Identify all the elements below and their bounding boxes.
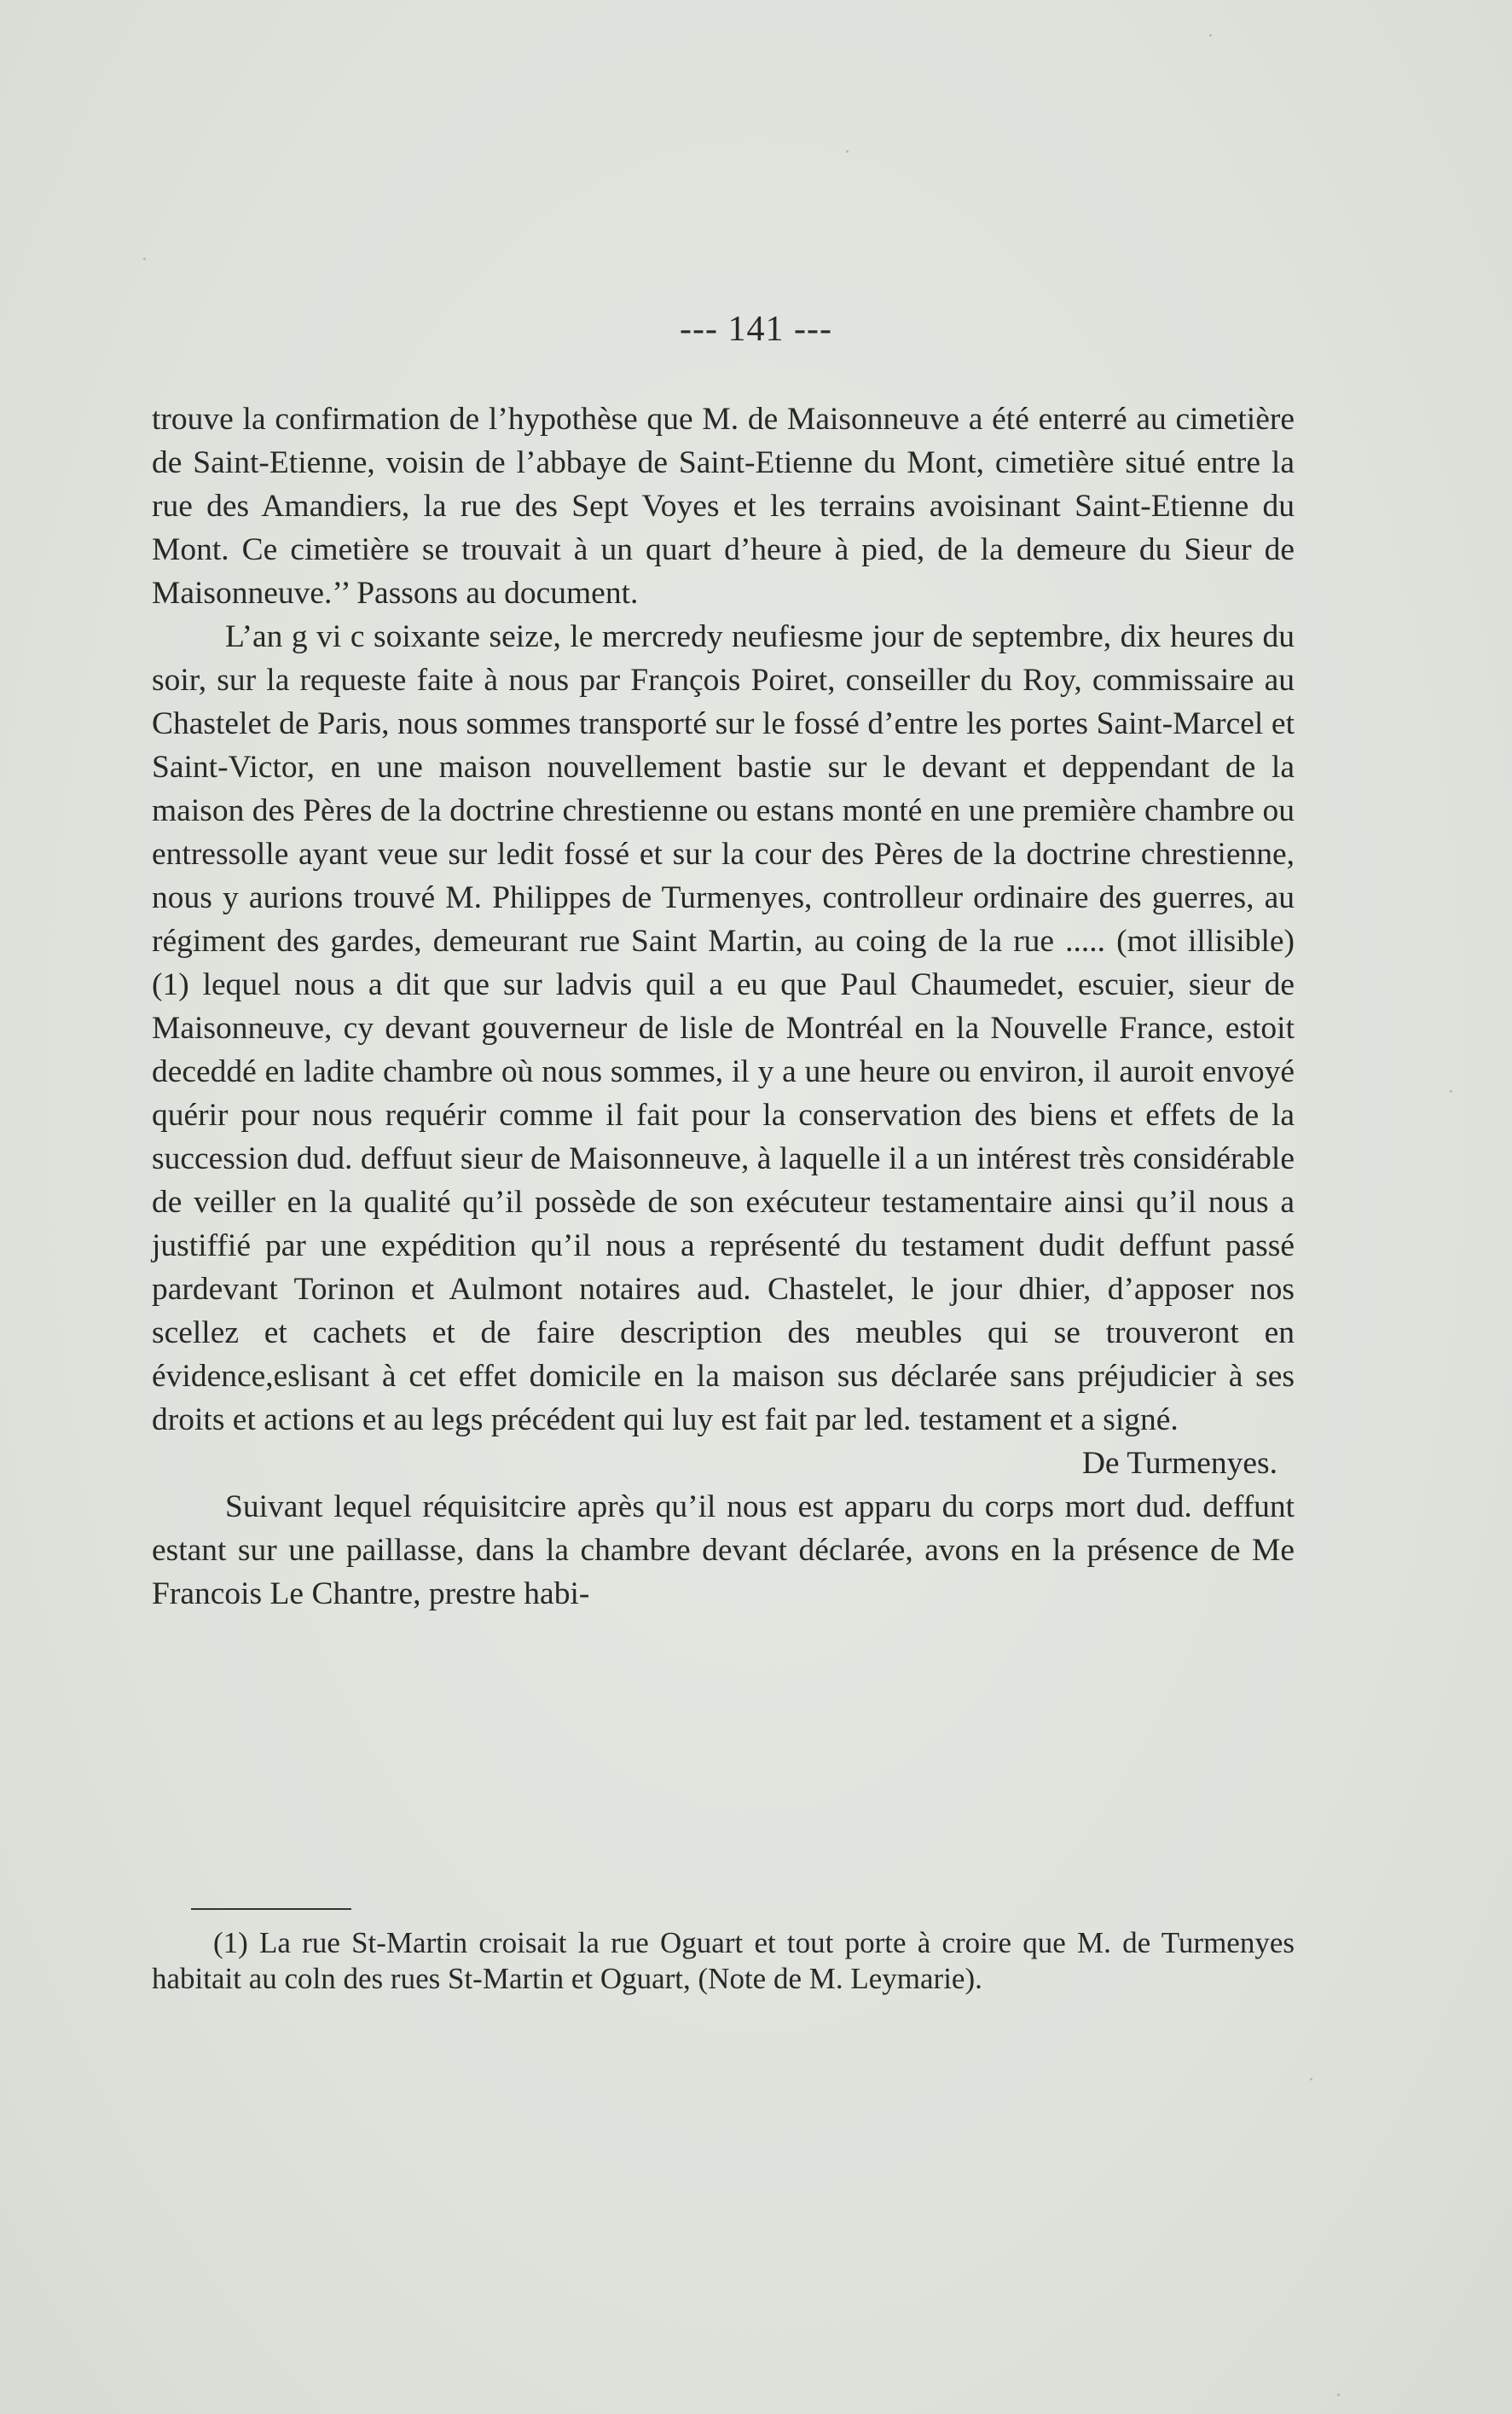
body-text bbox=[152, 397, 1295, 1616]
paper-speck bbox=[1450, 1090, 1452, 1093]
paragraph-document: L’an g vi c soixante seize, le mercredy neufiesme jour de septembre, dix heures du soir, sur la requeste faite à nous par François Poiret, conseiller du Roy, commissaire au Chastelet de Paris, nous sommes transporté sur le fossé d’entre les portes Saint-Marcel et Saint-Victor, en une maison nouvellement bastie sur le devant et deppendant de la maison des Pères de la doctrine chrestienne ou estans monté en une première chambre ou entressolle ayant veue sur ledit fossé et sur la cour des Pères de la doctrine chrestienne, nous y aurions trouvé M. Philippes de Turmenyes, controlleur ordinaire des guerres, au régiment des gardes, demeurant rue Saint Martin, au coing de la rue ..... (mot illisible) (1) lequel nous a dit que sur ladvis quil a eu que Paul Chaumedet, escuier, sieur de Maisonneuve, cy devant gouverneur de lisle de Montréal en la Nouvelle France, estoit deceddé en ladite chambre où nous sommes, il y a une heure ou environ, il auroit envoyé quérir pour nous requérir comme il fait pour la conservation des biens et effets de la succession dud. deffuut sieur de Maisonneuve, à laquelle il a un intérest très considérable de veiller en la qualité qu’il possède de son exécuteur testamentaire ainsi qu’il nous a justiffié par une expédition qu’il nous a représenté du testament dudit deffunt passé pardevant Torinon et Aulmont notaires aud. Chastelet, le jour dhier, d’apposer nos scellez et cachets et de faire description des meubles qui se trouveront en évidence,eslisant à cet effet domicile en la maison sus déclarée sans préjudicier à ses droits et actions et au legs précédent qui luy est fait par led. testament et a signé. bbox=[152, 619, 1295, 1437]
paper-speck bbox=[143, 258, 146, 260]
paper-speck bbox=[1337, 2394, 1340, 2396]
signature: De Turmenyes. bbox=[1081, 1446, 1277, 1481]
page-number: --- 141 --- bbox=[680, 310, 832, 349]
footnote-divider bbox=[191, 1908, 351, 1910]
footnote bbox=[152, 1925, 1295, 1997]
paper-speck bbox=[846, 150, 849, 153]
paragraph-intro: trouve la confirmation de l’hypothèse que M. de Maisonneuve a été enterré au cimetière de Saint-Etienne, voisin de l’abbaye de Saint-Etienne du Mont, cimetière situé entre la rue des Amandiers, la rue des Sept Voyes et les terrains avoisinant Saint-Etienne du Mont. Ce cimetière se trouvait à un quart d’heure à pied, de la demeure du Sieur de Maisonneuve.’’ Passons au document. bbox=[152, 402, 1295, 611]
paragraph-continuation: Suivant lequel réquisitcire après qu’il nous est apparu du corps mort dud. deffunt estant sur une paillasse, dans la chambre devant déclarée, avons en la présence de Me Francois Le Chantre, prestre habi- bbox=[152, 1489, 1295, 1611]
paper-speck bbox=[1310, 2078, 1312, 2080]
footnote-text: (1) La rue St-Martin croisait la rue Oguart et tout porte à croire que M. de Turmenyes habitait au coln des rues St-Martin et Oguart, (Note de M. Leymarie). bbox=[152, 1926, 1295, 1995]
paper-speck bbox=[1209, 34, 1212, 37]
